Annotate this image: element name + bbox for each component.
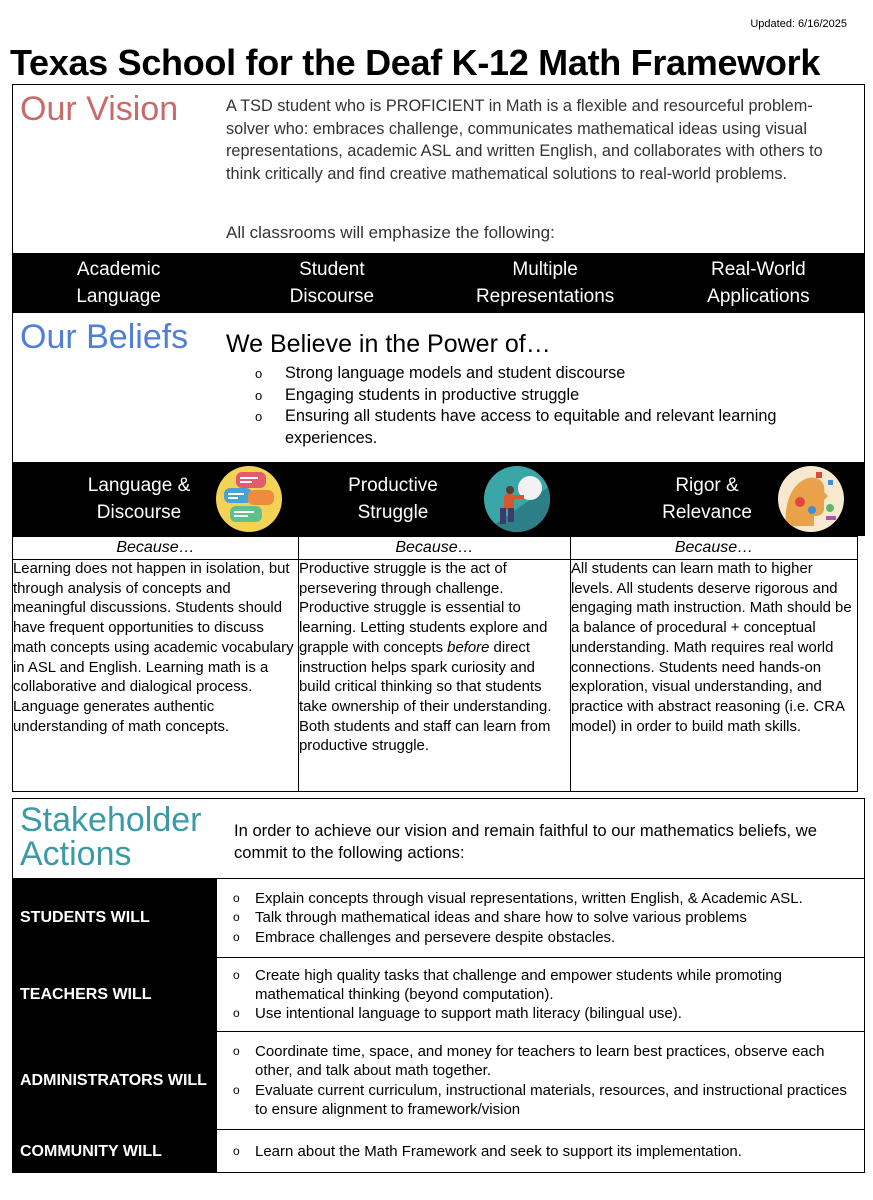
because-rigor-relevance: All students can learn math to higher levels. All students deserve rigorous and engaging math instruction. Math should be a balance of procedural + conceptual understanding. Math requires real world connections. Students need hands-on exploration, visual understanding, and practice with abstract reasoning (i.e. CRA model) in order to build math skills. bbox=[571, 560, 858, 792]
pillar-label: Rigor & Relevance bbox=[662, 475, 752, 523]
vision-heading: Our Vision bbox=[20, 90, 179, 128]
beliefs-list bbox=[255, 363, 845, 449]
list-item: o Ensuring all students have access to equitable and relevant learning experiences. bbox=[255, 407, 777, 447]
list-item: o Evaluate current curriculum, instructional materials, resources, and instructional practices to ensure alignment to framework/vision bbox=[233, 1081, 847, 1118]
because-header: Because… bbox=[13, 537, 299, 560]
role-actions bbox=[217, 1130, 865, 1173]
role-label: STUDENTS WILL bbox=[12, 879, 217, 957]
boulder-push-icon bbox=[484, 466, 550, 532]
list-item: o Explain concepts through visual representations, written English, & Academic ASL. bbox=[233, 890, 803, 908]
updated-date: Updated: 6/16/2025 bbox=[750, 18, 847, 30]
role-row-administrators bbox=[12, 1031, 865, 1129]
because-language-discourse: Learning does not happen in isolation, but through analysis of concepts and meaningful discussions. Students should have frequent opportunities to discuss math concepts using academic vocabulary in ASL and English. Learning math is a collaborative and dialogical process. Language generates authentic understanding of math concepts. bbox=[13, 560, 299, 792]
list-item: o Learn about the Math Framework and seek to support its implementation. bbox=[233, 1142, 742, 1160]
emphasis-real-world-applications: Real-World Applications bbox=[707, 259, 810, 307]
list-item: o Create high quality tasks that challenge and empower students while promoting mathematical thinking (beyond computation). bbox=[233, 966, 782, 1003]
pillar-productive-struggle bbox=[298, 462, 570, 536]
because-table bbox=[12, 536, 858, 792]
pillar-rigor-relevance bbox=[570, 462, 865, 536]
vision-statement: A TSD student who is PROFICIENT in Math is a flexible and resourceful problem-solver who: embraces challenge, communicates mathematical ideas using visual representations, academic ASL and written English, and collaborates with others to think critically and find creative mathematical solutions to real-world problems. bbox=[226, 97, 823, 183]
role-label: ADMINISTRATORS WILL bbox=[12, 1032, 217, 1129]
emphasis-intro: All classrooms will emphasize the following: bbox=[226, 223, 555, 242]
role-row-students bbox=[12, 878, 865, 957]
list-item: o Coordinate time, space, and money for teachers to learn best practices, observe each other, and talk about math together. bbox=[233, 1042, 825, 1080]
pillars-band bbox=[12, 462, 865, 536]
because-header: Because… bbox=[571, 537, 858, 560]
emphasis-multiple-representations: Multiple Representations bbox=[475, 259, 615, 307]
pillar-label: Language & Discourse bbox=[87, 475, 191, 523]
stakeholder-heading: Stakeholder Actions bbox=[20, 801, 202, 873]
pillar-label: Productive Struggle bbox=[348, 475, 438, 523]
role-row-teachers bbox=[12, 957, 865, 1031]
role-actions bbox=[217, 1032, 865, 1129]
beliefs-title: We Believe in the Power of… bbox=[226, 330, 551, 358]
speech-bubbles-icon bbox=[216, 466, 282, 532]
role-row-community bbox=[12, 1129, 865, 1173]
role-label: TEACHERS WILL bbox=[12, 958, 217, 1031]
strategy-head-icon bbox=[778, 466, 844, 532]
beliefs-heading: Our Beliefs bbox=[20, 318, 189, 356]
role-label: COMMUNITY WILL bbox=[12, 1130, 217, 1173]
list-item: o Strong language models and student discourse bbox=[255, 364, 626, 382]
emphasis-band bbox=[12, 253, 865, 313]
role-actions bbox=[217, 958, 865, 1031]
pillar-language-discourse bbox=[12, 462, 298, 536]
list-item: o Talk through mathematical ideas and share how to solve various problems bbox=[233, 909, 747, 927]
stakeholder-intro: In order to achieve our vision and remain faithful to our mathematics beliefs, we commit to the following actions: bbox=[234, 821, 817, 862]
page-title: Texas School for the Deaf K-12 Math Framework bbox=[10, 42, 821, 83]
because-header: Because… bbox=[299, 537, 571, 560]
emphasis-academic-language: Academic Language bbox=[76, 259, 161, 307]
emphasis-student-discourse: Student Discourse bbox=[289, 259, 375, 307]
list-item: o Embrace challenges and persevere despite obstacles. bbox=[233, 928, 616, 946]
list-item: o Engaging students in productive struggle bbox=[255, 385, 580, 404]
role-actions bbox=[217, 879, 865, 957]
because-productive-struggle: Productive struggle is the act of persevering through challenge. Productive struggle is essential to learning. Letting students explore and grapple with concepts before direct instruction helps spark curiosity and build critical thinking so that students take ownership of their understanding. Both students and staff can learn from productive struggle. bbox=[299, 560, 571, 792]
list-item: o Use intentional language to support math literacy (bilingual use). bbox=[233, 1005, 682, 1023]
